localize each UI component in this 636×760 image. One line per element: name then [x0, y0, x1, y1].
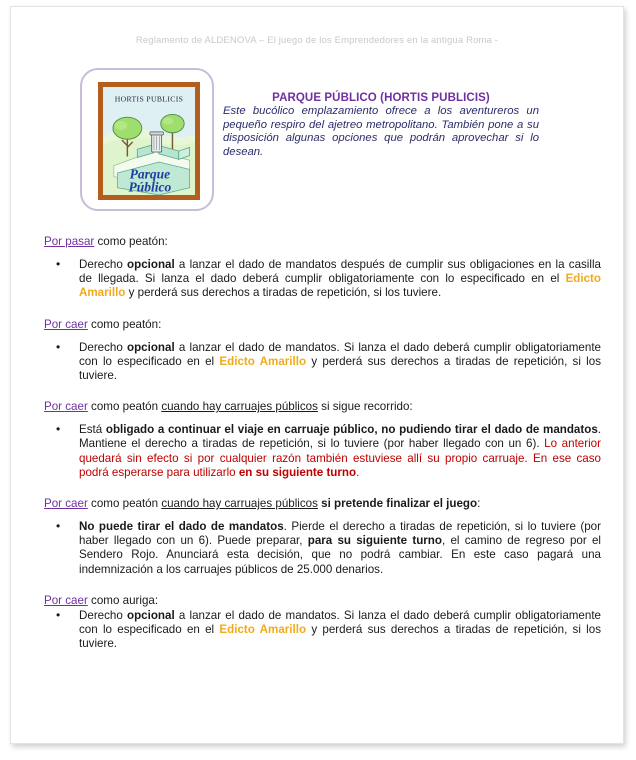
section-heading-underlined: cuando hay carruajes públicos: [161, 497, 318, 511]
intro-description: Este bucólico emplazamiento ofrece a los aventureros un pequeño respiro del ajetreo metropolitano. También pone a su disposición algunas opciones que podrán aprovechar si lo desean.: [223, 105, 539, 158]
rule-text-normal: , el camino de regreso por el Sendero Rojo. Anunciará esta decisión, que no podrá cambiar. En este caso pagará una indemnización a los carruajes públicos de 25.000 denarios.: [79, 534, 601, 576]
rule-text-red: Lo anterior quedará sin efecto si por cualquier razón también estuviese allí su propio carruaje. En ese caso podrá esperarse para utilizarlo: [79, 437, 601, 479]
rule-text-normal: y perderá sus derechos a tiradas de repetición, si los tuviere.: [125, 286, 442, 300]
rule-text-normal: Está: [79, 423, 106, 437]
section-heading-text: como peatón: [87, 497, 162, 511]
rules-sections: [11, 235, 623, 651]
section-heading-link: Por caer: [44, 497, 88, 511]
rule-text-red-bold: en su siguiente turno: [238, 465, 357, 479]
rule-text-bold: opcional: [127, 608, 175, 622]
section-heading-underlined: cuando hay carruajes públicos: [161, 400, 318, 414]
rule-text-amber: Edicto Amarillo: [79, 272, 601, 300]
intro-text-block: [223, 92, 539, 159]
rule-bullet: [44, 423, 603, 480]
illustration-caption-line1: Parque: [129, 166, 171, 182]
section-heading: [44, 318, 603, 332]
rule-bullet: [44, 609, 603, 652]
rule-text-bold: opcional: [127, 340, 175, 354]
rule-bullet: [44, 341, 603, 384]
rule-text-normal: Derecho: [79, 608, 128, 622]
park-illustration-icon: [103, 87, 195, 195]
rule-text-normal: . Mantiene el derecho a tiradas de repetición, si lo tuviere (por haber llegado con un 6).: [79, 423, 602, 451]
rule-text-red: .: [356, 465, 360, 479]
section-heading-link: Por pasar: [44, 235, 95, 248]
rule-text-amber: Edicto Amarillo: [219, 354, 307, 368]
rule-text-normal: a lanzar el dado de mandatos. Si lanza el dado deberá cumplir obligatoriamente con lo especificado en el: [79, 340, 601, 368]
document-content: [11, 7, 623, 743]
rule-text-normal: a lanzar el dado de mandatos. Si lanza el dado deberá cumplir obligatoriamente con lo especificado en el: [79, 608, 601, 637]
rule-text-bold: para su siguiente turno: [307, 534, 442, 548]
document-header: Reglamento de ALDENOVA – El juego de los Emprendedores en la antigua Roma -: [135, 35, 499, 46]
rule-bullet: [44, 258, 603, 301]
section-heading-link: Por caer: [44, 317, 88, 331]
section-heading-tail: si sigue recorrido:: [317, 400, 413, 414]
section-heading-link: Por caer: [44, 400, 88, 414]
section-heading-text: como auriga:: [87, 593, 159, 607]
rule-text-amber: Edicto Amarillo: [219, 623, 307, 637]
section-heading-link: Por caer: [44, 593, 88, 607]
intro-row: [11, 68, 623, 218]
section-heading-tail: :: [477, 497, 481, 511]
section-heading-text: como peatón:: [87, 317, 162, 331]
section-heading: [44, 235, 603, 249]
rule-text-normal: . Pierde el derecho a tiradas de repetición, si lo tuviere (por haber llegado con un 6). Puede preparar,: [79, 520, 601, 548]
section-heading-text: como peatón: [87, 400, 162, 414]
park-card: [80, 68, 214, 211]
section-heading: [44, 400, 603, 414]
rule-bullet: [44, 520, 603, 577]
rule-text-bold: No puede tirar el dado de mandatos: [79, 520, 284, 534]
section-heading-bold: si pretende finalizar el juego: [317, 497, 478, 511]
illustration-caption-line2: Público: [128, 179, 172, 195]
rule-text-normal: y perderá sus derechos a tiradas de repetición, si los tuviere.: [79, 623, 602, 651]
rule-text-normal: a lanzar el dado de mandatos después de cumplir sus obligaciones en la casilla de llegada. Si lanza el dado deberá cumplir obligatoriamente con lo especificado en el: [79, 258, 601, 286]
illustration-caption-top: HORTIS PUBLICIS: [114, 94, 184, 104]
rule-text-normal: y perderá sus derechos a tiradas de repetición, si los tuviere.: [79, 354, 602, 383]
rule-text-normal: Derecho: [79, 258, 128, 271]
section-heading: [44, 594, 603, 608]
rule-text-bold: obligado a continuar el viaje en carruaje público, no pudiendo tirar el dado de mandatos: [105, 423, 598, 437]
section-heading: [44, 497, 603, 511]
park-card-frame: [98, 82, 200, 200]
section-heading-text: como peatón:: [94, 235, 168, 248]
intro-title: PARQUE PÚBLICO (HORTIS PUBLICIS): [272, 92, 490, 104]
rule-text-normal: Derecho: [79, 340, 128, 354]
rule-text-bold: opcional: [127, 258, 175, 271]
